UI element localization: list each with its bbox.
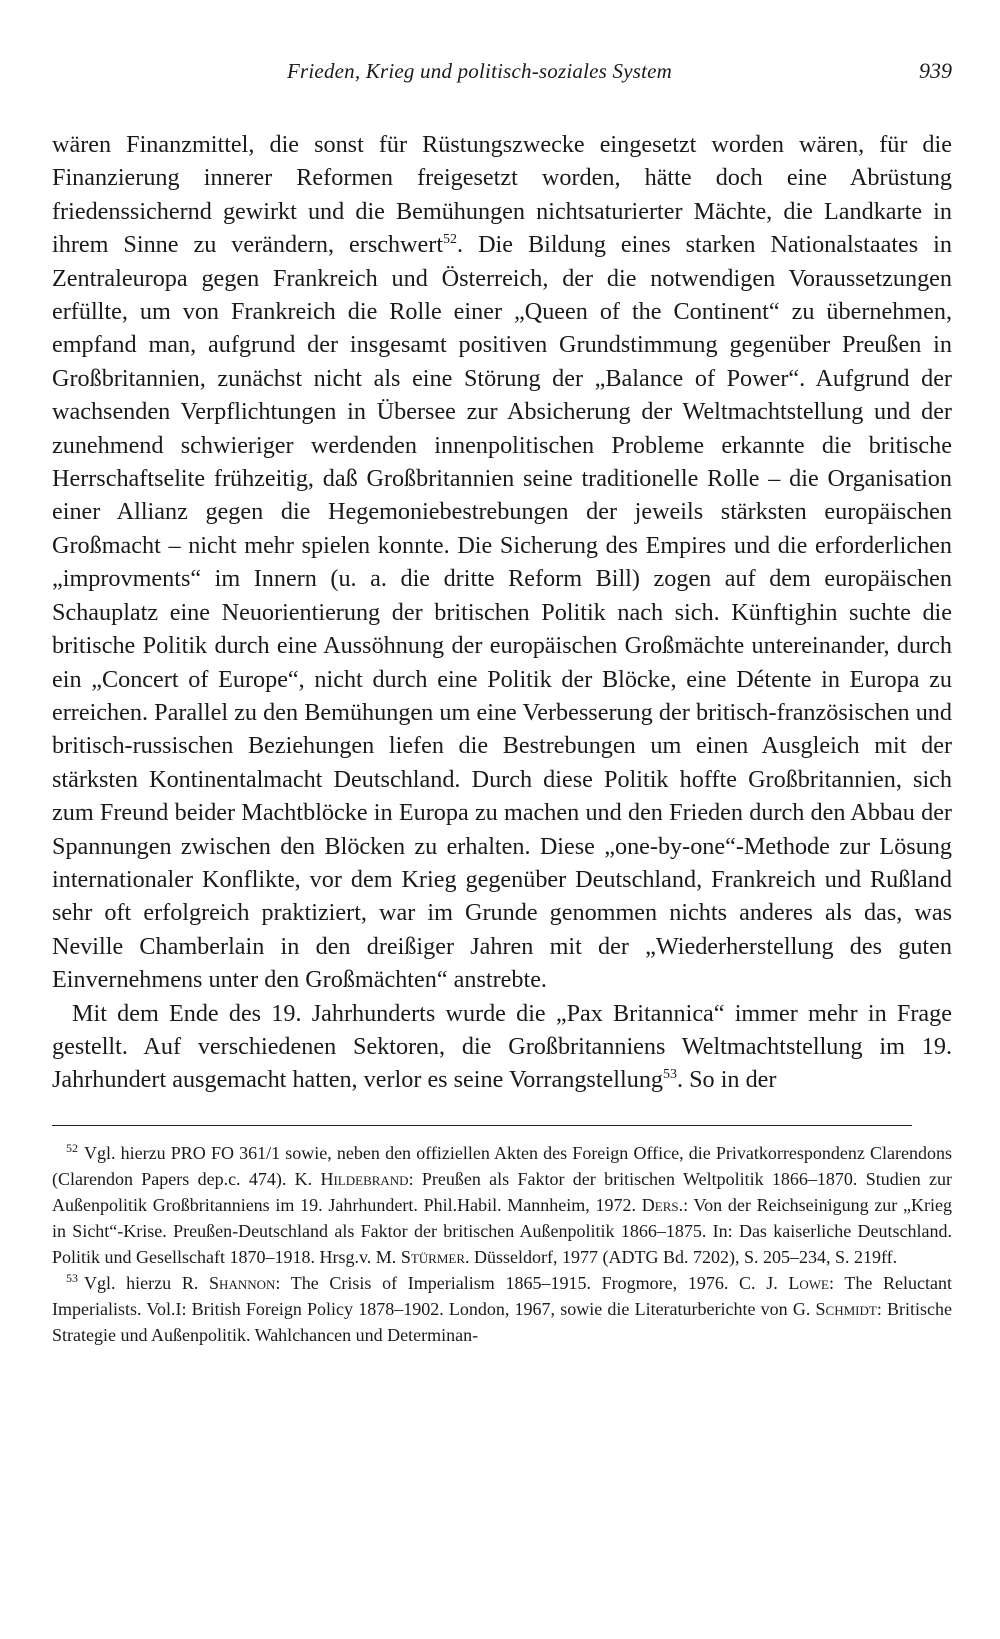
running-title: Frieden, Krieg und politisch-soziales System bbox=[287, 59, 673, 83]
footnote-text: : Preußen als Faktor der britischen Weltpolitik 1866–1870. Studien zur Außenpolitik Großbritanniens im 19. Jahrhundert. Phil.Habil. Mannheim, 1972. bbox=[52, 1168, 952, 1215]
paragraph-text: . So in der bbox=[677, 1066, 777, 1094]
paragraph-text: wären Finanzmittel, die sonst für Rüstungszwecke eingesetzt worden wären, für die Finanzierung innerer Reformen freigesetzt worden, hätte doch eine Abrüstung friedenssichernd gewirkt und die Bemühungen nichtsaturierter Mächte, die Landkarte in ihrem Sinne zu verändern, erschwert bbox=[52, 131, 952, 259]
paragraph bbox=[52, 128, 952, 997]
footnote-52 bbox=[52, 1140, 952, 1270]
footnote-divider bbox=[52, 1125, 912, 1126]
paragraph-text: . Die Bildung eines starken Nationalstaates in Zentraleuropa gegen Frankreich und Österreich, der die notwendigen Voraussetzungen erfüllte, um von Frankreich die Rolle einer „Queen of the Continent“ zu übernehmen, empfand man, aufgrund der insgesamt positiven Grundstimmung gegenüber Preußen in Großbritannien, zunächst nicht als eine Störung der „Balance of Power“. Aufgrund der wachsenden Verpflichtungen in Übersee zur Absicherung der Weltmachtstellung und der zunehmend schwieriger werdenden innenpolitischen Probleme erkannte die britische Herrschaftselite frühzeitig, daß Großbritannien seine traditionelle Rolle – die Organisation einer Allianz gegen die Hegemoniebestrebungen der jeweils stärksten europäischen Großmacht – nicht mehr spielen konnte. Die Sicherung des Empires und die erforderlichen „improvments“ im Innern (u. a. die dritte Reform Bill) zogen auf dem europäischen Schauplatz eine Neuorientierung der britischen Politik nach sich. Künftighin suchte die britische Politik durch eine Aussöhnung der europäischen Großmächte untereinander, durch ein „Concert of Europe“, nicht durch eine Politik der Blöcke, eine Détente in Europa zu erreichen. Parallel zu den Bemühungen um eine Verbesserung der britisch-französischen und britisch-russischen Beziehungen liefen die Bestrebungen um einen Ausgleich mit der stärksten Kontinentalmacht Deutschland. Durch diese Politik hoffte Großbritannien, sich zum Freund beider Machtblöcke in Europa zu machen und den Frieden durch den Abbau der Spannungen zwischen den Blöcken zu erhalten. Diese „one-by-one“-Methode zur Lösung internationaler Konflikte, vor dem Krieg gegenüber Deutschland, Frankreich und Rußland sehr oft erfolgreich praktiziert, war im Grunde genommen nichts anderes als das, was Neville Chamberlain in den dreißiger Jahren mit der „Wiederherstellung des guten Einvernehmens unter den Großmächten“ anstrebte. bbox=[52, 231, 952, 994]
footnotes bbox=[52, 1140, 952, 1348]
footnote-text: : The Reluctant Imperialists. Vol.I: British Foreign Policy 1878–1902. London, 1967, sowie die Literaturberichte von G. bbox=[52, 1272, 953, 1319]
body-text bbox=[52, 128, 952, 1097]
author-name: Lowe bbox=[788, 1272, 829, 1293]
author-name: Shannon bbox=[209, 1272, 276, 1293]
footnote-reference: 53 bbox=[663, 1067, 678, 1083]
running-head bbox=[52, 58, 952, 98]
page-number: 939 bbox=[919, 58, 952, 83]
author-name: Ders. bbox=[641, 1194, 684, 1215]
footnote-number: 52 bbox=[66, 1140, 78, 1155]
footnote-text: : Von der Reichseinigung zur „Krieg in Sicht“-Krise. Preußen-Deutschland als Faktor der britischen Außenpolitik 1866–1875. In: Das kaiserliche Deutschland. Politik und Gesellschaft 1870–1918. Hrsg.v. M. bbox=[52, 1194, 952, 1267]
author-name: Schmidt bbox=[815, 1298, 877, 1319]
footnote-reference: 52 bbox=[443, 232, 458, 248]
footnote-text: : Britische Strategie und Außenpolitik. Wahlchancen und Determinan- bbox=[52, 1298, 952, 1345]
paragraph-text: Mit dem Ende des 19. Jahrhunderts wurde die „Pax Britannica“ immer mehr in Frage gestellt. Auf verschiedenen Sektoren, die Großbritanniens Weltmachtstellung im 19. Jahrhundert ausgemacht hatten, verlor es seine Vorrangstellung bbox=[52, 999, 952, 1094]
paragraph bbox=[52, 997, 952, 1097]
footnote-text: Vgl. hierzu R. bbox=[84, 1272, 210, 1293]
footnote-53 bbox=[52, 1270, 952, 1348]
author-name: Hildebrand bbox=[320, 1168, 409, 1189]
footnote-text: . Düsseldorf, 1977 (ADTG Bd. 7202), S. 205–234, S. 219ff. bbox=[465, 1246, 898, 1267]
document-page bbox=[52, 58, 952, 1348]
footnote-number: 53 bbox=[66, 1270, 78, 1285]
footnote-text: Vgl. hierzu PRO FO 361/1 sowie, neben den offiziellen Akten des Foreign Office, die Privatkorrespondenz Clarendons (Clarendon Papers dep.c. 474). K. bbox=[52, 1142, 952, 1189]
author-name: Stürmer bbox=[400, 1246, 465, 1267]
footnote-text: : The Crisis of Imperialism 1865–1915. Frogmore, 1976. C. J. bbox=[275, 1272, 789, 1293]
